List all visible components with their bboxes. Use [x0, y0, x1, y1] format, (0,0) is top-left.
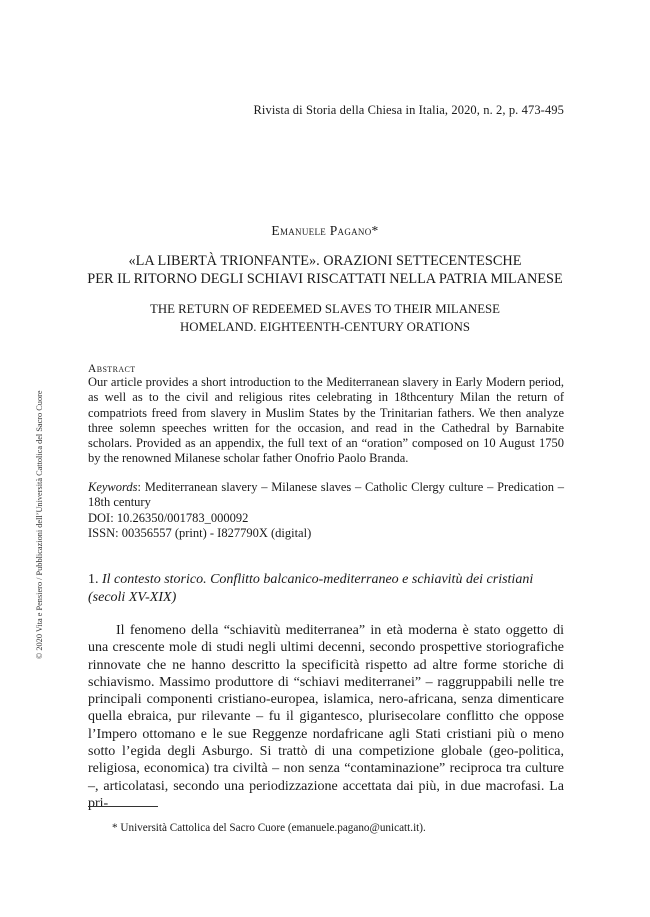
issn: ISSN: 00356557 (print) - I827790X (digital): [88, 525, 312, 540]
article-title-italian: [40, 252, 610, 288]
abstract-text: Our article provides a short introduction to the Mediterranean slavery in Early Modern period, as well as to the civil and religious rites celebrating in 18thcentury Milan the return of compatriots freed from slavery in Muslim States by the Trinitarian fathers. We then analyze three solemn speeches written for the occasion, and read in the Cathedral by Barnabite scholars. Provided as an appendix, the full text of an “oration” composed on 10 August 1750 by the renowned Milanese scholar father Onofrio Paolo Branda.: [88, 375, 564, 466]
article-metadata: [88, 480, 564, 541]
title-en-line-2: HOMELAND. EIGHTEENTH-CENTURY ORATIONS: [180, 320, 470, 334]
keywords-text: : Mediterranean slavery – Milanese slaves – Catholic Clergy culture – Predication – 18th century: [88, 480, 564, 510]
author-name: Emanuele Pagano*: [271, 223, 379, 238]
running-head: Rivista di Storia della Chiesa in Italia, 2020, n. 2, p. 473-495: [253, 103, 564, 117]
title-it-line-1: «LA LIBERTÀ TRIONFANTE». ORAZIONI SETTECENTESCHE: [128, 253, 522, 269]
body-paragraph: Il fenomeno della “schiavitù mediterranea” in età moderna è stato oggetto di una crescente mole di studi negli ultimi decenni, secondo prospettive storiografiche rinnovate che ne hanno descritto la specificità rispetto ad altre forme storiche di schiavismo. Massimo produttore di “schiavi mediterranei” – raggruppabili nelle tre principali componenti cristiano-europea, islamica, nero-africana, senza dimenticare quella ebraica, pur rilevante – fu il gigantesco, plurisecolare conflitto che oppose l’Impero ottomano e le sue Reggenze nordafricane agli Stati cristiani più o meno sotto l’egida degli Asburgo. Si trattò di una competizione globale (geo-politica, religiosa, economica) tra civiltà – non senza “contaminazione” reciproca tra culture –, articolatasi, secondo una periodizzazione accettata dai più, in due macrofasi. La pri-: [88, 623, 564, 811]
article-title-english: [40, 300, 610, 336]
side-copyright-text: © 2020 Vita e Pensiero / Pubblicazioni dell’Università Cattolica del Sacro Cuore: [35, 390, 44, 659]
title-en-line-1: THE RETURN OF REDEEMED SLAVES TO THEIR MILANESE: [150, 302, 500, 316]
footnote-divider: [88, 806, 158, 807]
keywords: [88, 480, 564, 511]
section-number: 1.: [88, 572, 99, 587]
section-title: Il contesto storico. Conflitto balcanico-mediterraneo e schiavitù dei cristiani (secoli XV-XIX): [88, 572, 534, 605]
abstract-heading: Abstract: [88, 363, 136, 375]
doi: DOI: 10.26350/001783_000092: [88, 510, 249, 525]
footnote: * Università Cattolica del Sacro Cuore (emanuele.pagano@unicatt.it).: [112, 822, 426, 834]
keywords-label: Keywords: [88, 480, 138, 494]
section-heading: [88, 571, 564, 606]
title-it-line-2: PER IL RITORNO DEGLI SCHIAVI RISCATTATI NELLA PATRIA MILANESE: [87, 271, 563, 287]
